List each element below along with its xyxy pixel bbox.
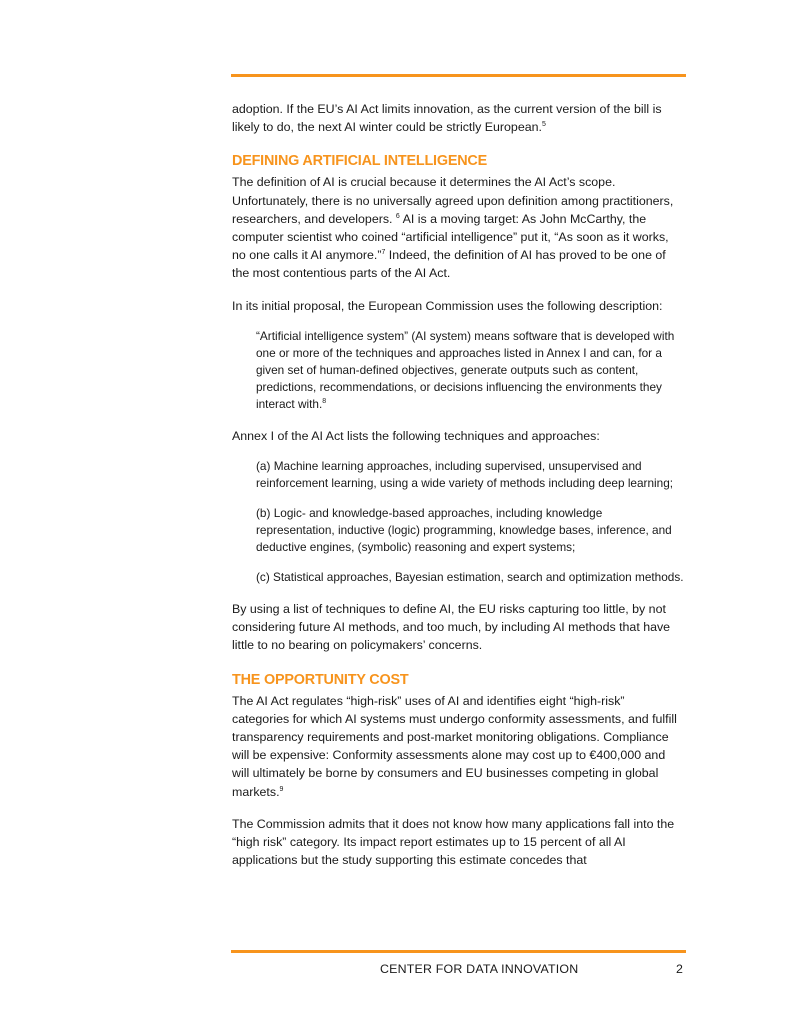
- page-number: 2: [676, 962, 683, 976]
- footer-organization: CENTER FOR DATA INNOVATION: [380, 962, 579, 976]
- footer-rule: [231, 950, 686, 953]
- section-heading-opportunity-cost: THE OPPORTUNITY COST: [232, 671, 409, 688]
- definition-quote: “Artificial intelligence system” (AI system) means software that is developed with one or more of the techniques and approaches listed in Annex I and can, for a given set of human-defined objectives, generate outputs such as content, predictions, recommendations, or decisions influencing the environments they interact with.$^8$: [256, 328, 675, 411]
- proposal-paragraph: In its initial proposal, the European Commission uses the following description:: [232, 298, 663, 313]
- annex-paragraph: Annex I of the AI Act lists the following techniques and approaches:: [232, 428, 600, 443]
- intro-paragraph: adoption. If the EU’s AI Act limits innovation, as the current version of the bill is likely to do, the next AI winter could be strictly European.$^5$: [232, 102, 662, 135]
- definition-paragraph: The definition of AI is crucial because it determines the AI Act’s scope. Unfortunately, there is no universally agreed upon definition among practitioners, researchers, and developers. $^6$ AI is a moving target: As John McCarthy, the computer scientist who coined “artificial intelligence” put it, “As soon as it works, no one calls it AI anymore.”$^7$ Indeed, the definition of AI has proved to be one of the most contentious parts of the AI Act.: [232, 175, 674, 281]
- footnote-ref[interactable]: 6: [395, 212, 400, 220]
- header-rule: [231, 74, 686, 77]
- footnote-ref[interactable]: 7: [381, 249, 386, 257]
- regulation-paragraph: The AI Act regulates “high-risk” uses of AI and identifies eight “high-risk” categories for which AI systems must undergo conformity assessments, and fulfill transparency requirements and post-market monitoring obligations. Compliance will be expensive: Conformity assessments alone may cost up to €400,000 and will ultimately be borne by consumers and EU businesses competing in global markets.$^9$: [232, 693, 677, 799]
- section-heading-defining-ai: DEFINING ARTIFICIAL INTELLIGENCE: [232, 153, 488, 170]
- list-item: (b) Logic- and knowledge-based approaches, including knowledge representation, inductive (logic) programming, knowledge bases, inference, and deductive engines, (symbolic) reasoning and expert systems;: [256, 506, 672, 555]
- page-body: [232, 100, 684, 869]
- commission-paragraph: The Commission admits that it does not know how many applications fall into the “high risk” category. Its impact report estimates up to 15 percent of all AI applications but the study supporting this estimate concedes that: [232, 816, 675, 868]
- risk-paragraph: By using a list of techniques to define AI, the EU risks capturing too little, by not considering future AI methods, and too much, by including AI methods that have little to no bearing on policymakers’ concerns.: [232, 602, 671, 653]
- footnote-ref[interactable]: 9: [279, 785, 284, 793]
- footnote-ref[interactable]: 5: [541, 121, 546, 129]
- footnote-ref[interactable]: 8: [322, 397, 327, 405]
- list-item: (c) Statistical approaches, Bayesian estimation, search and optimization methods.: [256, 570, 684, 585]
- list-item: (a) Machine learning approaches, including supervised, unsupervised and reinforcement learning, using a wide variety of methods including deep learning;: [256, 459, 674, 491]
